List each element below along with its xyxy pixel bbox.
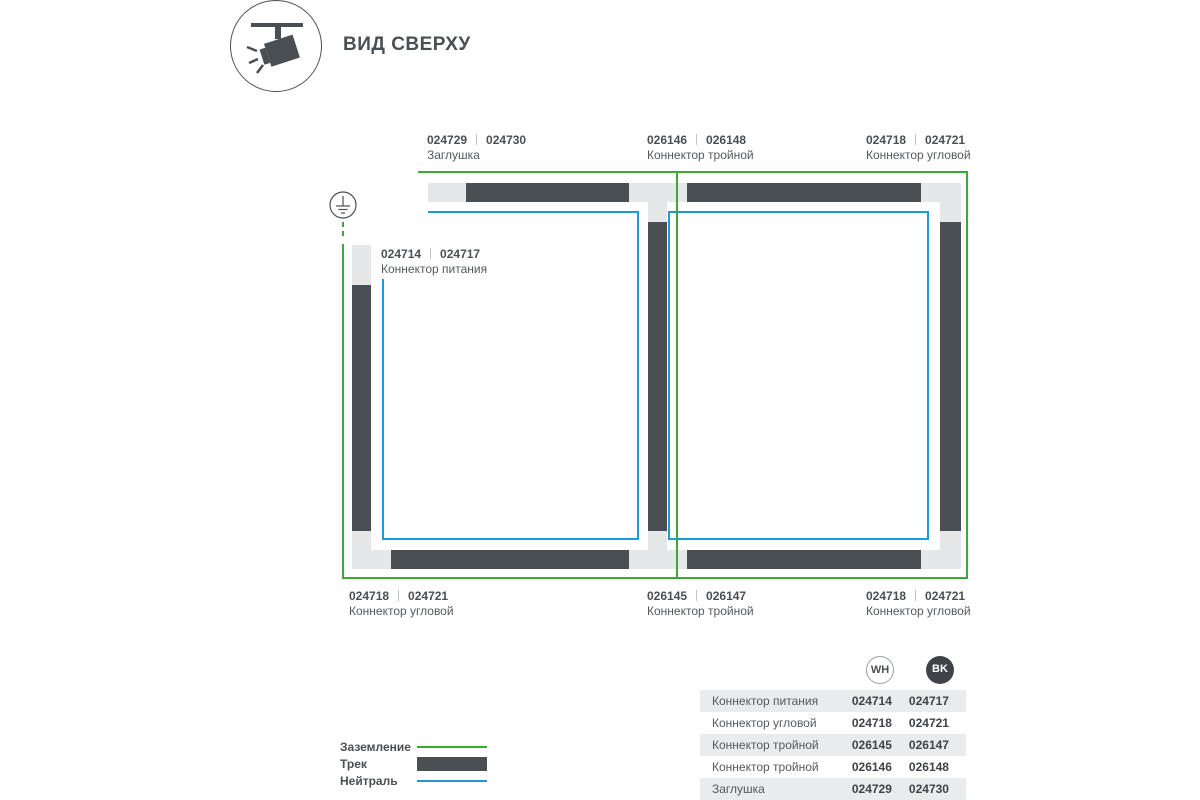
code-bk: 024721 [925, 589, 966, 603]
track-bottom-left [391, 550, 629, 569]
bottom-tee-connector [629, 550, 687, 569]
table-row [700, 712, 966, 734]
part-name: Коннектор угловой [349, 604, 454, 618]
code-bk: 024721 [925, 133, 966, 147]
row-code-bk: 024730 [908, 782, 949, 796]
row-code-wh: 026146 [851, 760, 892, 774]
row-code-bk: 024717 [908, 694, 949, 708]
row-name: Заглушка [712, 782, 765, 796]
code-separator [915, 134, 916, 145]
track-top-left [466, 183, 629, 202]
code-wh: 024718 [866, 133, 907, 147]
row-code-bk: 026148 [908, 760, 949, 774]
power-connector [352, 245, 371, 285]
row-code-bk: 026147 [908, 738, 949, 752]
track-swatch [417, 757, 487, 771]
label-power-connector [381, 247, 487, 277]
code-separator [398, 590, 399, 601]
row-code-wh: 024714 [851, 694, 892, 708]
row-name: Коннектор угловой [712, 716, 817, 730]
row-name: Коннектор тройной [712, 738, 819, 752]
label-bottom-middle [647, 589, 754, 619]
parts-table [700, 690, 966, 800]
top-tee-stem [648, 202, 667, 222]
page-title: ВИД СВЕРХУ [343, 34, 471, 55]
code-bk: 024721 [408, 589, 449, 603]
part-name: Коннектор тройной [647, 604, 754, 618]
code-separator [696, 590, 697, 601]
bottom-right-corner-stem [940, 531, 961, 550]
label-bottom-right [866, 589, 971, 619]
label-top-left [427, 133, 526, 163]
code-separator [915, 590, 916, 601]
part-name: Коннектор питания [381, 262, 488, 276]
neutral-right-loop [669, 212, 928, 539]
legend-item-ground [340, 738, 490, 755]
row-code-wh: 024729 [851, 782, 892, 796]
track-left [352, 285, 371, 531]
label-top-right [866, 133, 971, 163]
label-bottom-left [349, 589, 454, 619]
top-right-corner-connector [921, 183, 961, 202]
bottom-tee-stem [648, 531, 667, 550]
top-tee-connector [629, 183, 687, 202]
track-right [940, 222, 961, 531]
row-name: Коннектор питания [712, 694, 819, 708]
label-top-middle [647, 133, 754, 163]
code-wh: 026146 [647, 133, 688, 147]
bottom-right-corner-connector [921, 550, 961, 569]
code-wh: 024714 [381, 247, 422, 261]
legend-label: Нейтраль [340, 773, 398, 788]
track-bottom-right [687, 550, 921, 569]
bottom-left-corner-stem [352, 531, 371, 550]
code-bk: 026147 [706, 589, 747, 603]
code-wh: 024729 [427, 133, 468, 147]
ground-outer-right [418, 172, 967, 578]
legend-item-neutral [340, 772, 490, 789]
row-code-bk: 024721 [908, 716, 949, 730]
part-name: Коннектор угловой [866, 604, 971, 618]
row-code-wh: 024718 [851, 716, 892, 730]
code-separator [696, 134, 697, 145]
code-separator [430, 248, 431, 259]
part-name: Коннектор тройной [647, 148, 754, 162]
bottom-left-corner-connector [352, 550, 391, 569]
color-black-badge: BK [926, 656, 954, 684]
legend-label: Трек [340, 756, 367, 771]
table-row [700, 756, 966, 778]
code-wh: 024718 [349, 589, 390, 603]
code-separator [476, 134, 477, 145]
code-wh: 024718 [866, 589, 907, 603]
table-row [700, 734, 966, 756]
track-segments [352, 183, 961, 569]
code-wh: 026145 [647, 589, 688, 603]
track-top-right [687, 183, 921, 202]
legend-item-track [340, 755, 490, 772]
track-middle [648, 222, 667, 531]
top-left-end-cap [428, 183, 466, 202]
part-name: Заглушка [427, 148, 480, 162]
legend-label: Заземление [340, 739, 411, 754]
neutral-line-swatch [417, 776, 487, 786]
row-name: Коннектор тройной [712, 760, 819, 774]
row-code-wh: 026145 [851, 738, 892, 752]
legend [340, 738, 490, 789]
code-bk: 024730 [486, 133, 527, 147]
part-name: Коннектор угловой [866, 148, 971, 162]
top-right-corner-stem [940, 202, 961, 222]
color-white-badge: WH [866, 656, 894, 684]
code-bk: 024717 [440, 247, 481, 261]
ground-outer [343, 244, 677, 578]
code-bk: 026148 [706, 133, 747, 147]
ground-line-swatch [417, 742, 487, 752]
ground-icon [330, 192, 356, 218]
table-row [700, 778, 966, 800]
table-row [700, 690, 966, 712]
